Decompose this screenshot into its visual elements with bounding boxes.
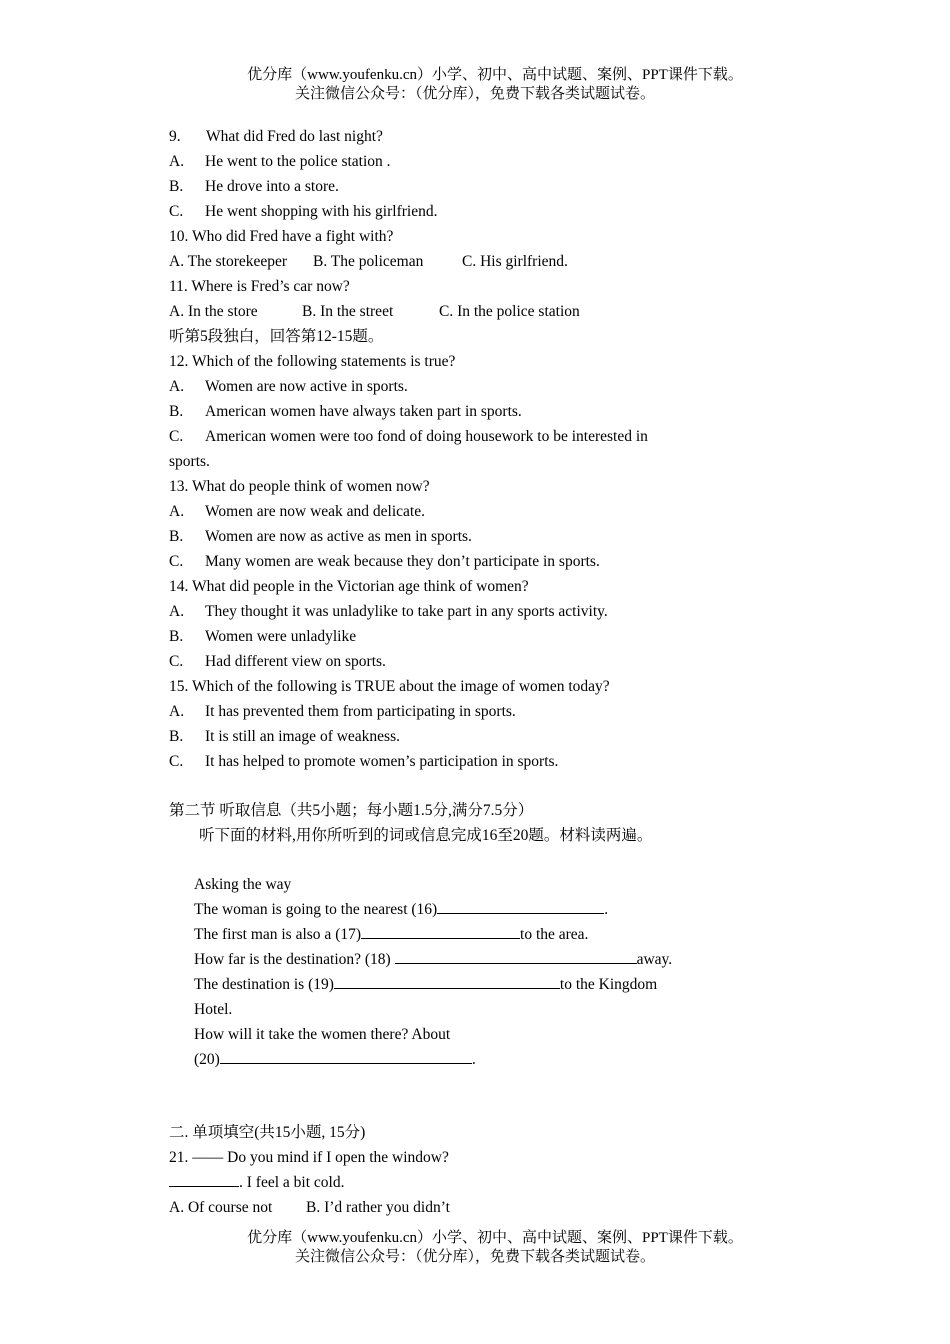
option-a	[169, 701, 729, 726]
option-label: B.	[169, 178, 184, 195]
option-text: They thought it was unladylike to take part in any sports activity.	[205, 603, 608, 620]
question-12: 12. Which of the following statements is true?	[169, 353, 456, 370]
option-label: C.	[169, 553, 184, 570]
option-a	[169, 601, 729, 626]
option-label: A.	[169, 378, 185, 395]
option-b	[169, 726, 729, 751]
answer-blank-21[interactable]	[169, 1172, 239, 1187]
answer-blank-18[interactable]	[395, 949, 637, 964]
question-21-options	[169, 1197, 729, 1222]
option-a: A. In the store	[169, 303, 258, 320]
question-11-options	[169, 301, 729, 326]
option-text: It has helped to promote women’s participation in sports.	[205, 753, 559, 770]
option-text: American women were too fond of doing housework to be interested in	[205, 428, 648, 445]
option-c	[169, 651, 729, 676]
fill-blank-20-prompt: How will it take the women there? About	[194, 1026, 451, 1043]
option-c	[169, 201, 729, 226]
option-text: It is still an image of weakness.	[205, 728, 400, 745]
question-11: 11. Where is Fred’s car now?	[169, 278, 350, 295]
answer-blank-16[interactable]	[437, 899, 604, 914]
option-text: It has prevented them from participating in sports.	[205, 703, 516, 720]
page-footer	[0, 1229, 950, 1267]
option-label: B.	[169, 728, 184, 745]
option-text: Women are now active in sports.	[205, 378, 408, 395]
prompt-suffix: to the area.	[520, 926, 589, 943]
prompt-suffix: away.	[636, 951, 673, 968]
answer-blank-20[interactable]	[220, 1049, 472, 1064]
header-line-2: 关注微信公众号：（优分库），免费下载各类试题试卷。	[294, 86, 655, 102]
option-c	[169, 426, 729, 451]
option-text: Women are now weak and delicate.	[205, 503, 425, 520]
option-text: He went shopping with his girlfriend.	[205, 203, 438, 220]
prompt-text: The woman is going to the nearest (16)	[194, 901, 438, 918]
option-a: A. Of course not	[169, 1199, 273, 1216]
section-5-intro: 听第5段独白，回答第12-15题。	[169, 328, 384, 345]
option-text: Many women are weak because they don’t participate in sports.	[205, 553, 600, 570]
question-13: 13. What do people think of women now?	[169, 478, 430, 495]
section-2-title: 二. 单项填空(共15小题, 15分)	[169, 1124, 366, 1141]
prompt-text: (20)	[194, 1051, 220, 1068]
question-14: 14. What did people in the Victorian age think of women?	[169, 578, 529, 595]
option-label: C.	[169, 428, 184, 445]
option-label: B.	[169, 528, 184, 545]
option-label: A.	[169, 703, 185, 720]
option-text: Women are now as active as men in sports.	[205, 528, 472, 545]
option-b	[169, 526, 729, 551]
prompt-text: The destination is (19)	[194, 976, 334, 993]
option-text: He drove into a store.	[205, 178, 339, 195]
option-c: C. In the police station	[439, 303, 580, 320]
prompt-suffix: .	[604, 901, 609, 918]
fill-blank-18	[169, 949, 729, 974]
question-text: What did Fred do last night?	[206, 128, 383, 145]
option-a	[169, 501, 729, 526]
option-c	[169, 551, 729, 576]
prompt-text: How far is the destination? (18)	[194, 951, 395, 968]
option-label: C.	[169, 753, 184, 770]
option-b	[169, 626, 729, 651]
fill-blank-20	[169, 1049, 729, 1074]
answer-blank-19[interactable]	[334, 974, 560, 989]
option-label: A.	[169, 503, 185, 520]
header-line-1: 优分库（www.youfenku.cn）小学、初中、高中试题、案例、PPT课件下载。	[247, 67, 743, 83]
option-b: B. In the street	[302, 303, 394, 320]
exam-content	[169, 126, 729, 1222]
option-a	[169, 151, 729, 176]
option-label: C.	[169, 653, 184, 670]
option-label: C.	[169, 203, 184, 220]
prompt-suffix: to the Kingdom	[559, 976, 658, 993]
prompt-suffix: .	[471, 1051, 476, 1068]
option-text: American women have always taken part in sports.	[205, 403, 522, 420]
part-2-instruction: 听下面的材料,用你所听到的词或信息完成16至20题。材料读两遍。	[199, 827, 653, 844]
fill-blank-17	[169, 924, 729, 949]
question-15: 15. Which of the following is TRUE about the image of women today?	[169, 678, 610, 695]
passage-title: Asking the way	[194, 876, 292, 893]
page-header	[0, 66, 950, 104]
question-21-response	[169, 1172, 729, 1197]
question-10-options	[169, 251, 729, 276]
question-9	[169, 126, 729, 151]
option-label: A.	[169, 153, 185, 170]
option-c-continuation: sports.	[169, 453, 210, 470]
fill-blank-19-continuation: Hotel.	[194, 1001, 233, 1018]
question-21: 21. —— Do you mind if I open the window?	[169, 1149, 449, 1166]
footer-line-2: 关注微信公众号：（优分库），免费下载各类试题试卷。	[294, 1249, 655, 1265]
option-a	[169, 376, 729, 401]
option-c	[169, 751, 729, 776]
question-10: 10. Who did Fred have a fight with?	[169, 228, 394, 245]
option-text: Women were unladylike	[205, 628, 357, 645]
option-b: B. The policeman	[313, 253, 424, 270]
option-text: Had different view on sports.	[205, 653, 386, 670]
fill-blank-16	[169, 899, 729, 924]
prompt-text: The first man is also a (17)	[194, 926, 362, 943]
answer-blank-17[interactable]	[361, 924, 520, 939]
option-b: B. I’d rather you didn’t	[306, 1199, 450, 1216]
option-text: He went to the police station .	[205, 153, 391, 170]
question-number: 9.	[169, 128, 181, 145]
fill-blank-19	[169, 974, 729, 999]
response-text: . I feel a bit cold.	[239, 1174, 345, 1191]
option-a: A. The storekeeper	[169, 253, 288, 270]
option-b	[169, 401, 729, 426]
option-label: B.	[169, 403, 184, 420]
option-label: A.	[169, 603, 185, 620]
option-b	[169, 176, 729, 201]
footer-line-1: 优分库（www.youfenku.cn）小学、初中、高中试题、案例、PPT课件下载。	[247, 1230, 743, 1246]
option-label: B.	[169, 628, 184, 645]
part-2-title: 第二节 听取信息（共5小题；每小题1.5分,满分7.5分）	[169, 802, 534, 819]
option-c: C. His girlfriend.	[462, 253, 568, 270]
